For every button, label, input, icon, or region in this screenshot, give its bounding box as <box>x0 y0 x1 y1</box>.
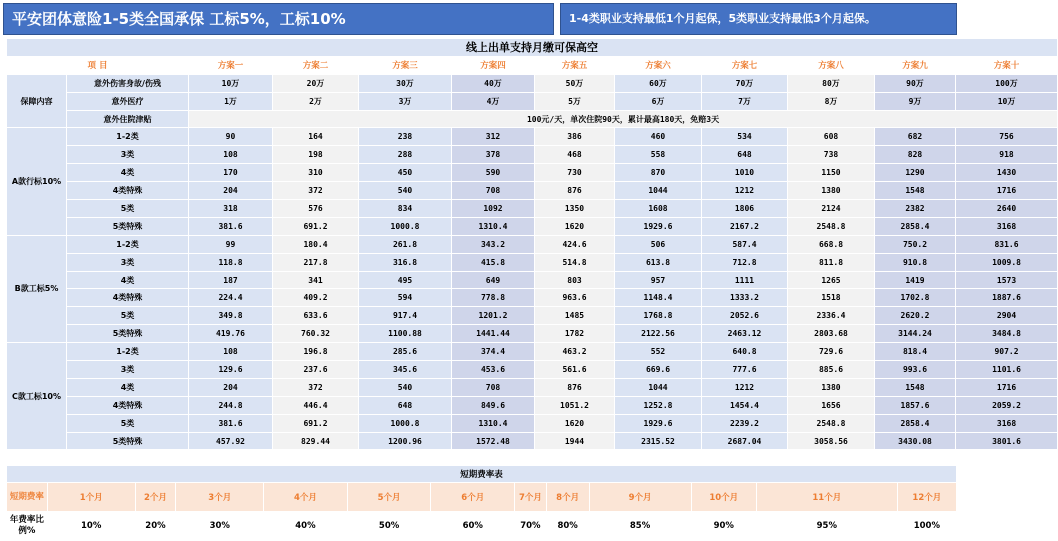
premium-value: 316.8 <box>359 253 452 271</box>
premium-value: 341 <box>273 271 359 289</box>
plan-header: 方案四 <box>452 56 535 74</box>
premium-value: 99 <box>189 235 273 253</box>
premium-value: 244.8 <box>189 396 273 414</box>
premium-value: 1656 <box>788 396 875 414</box>
premium-table <box>6 38 1058 450</box>
short-term-rate-table <box>6 465 957 541</box>
coverage-value: 8万 <box>788 92 875 110</box>
premium-value: 1350 <box>535 200 615 218</box>
short-term-month: 1个月 <box>47 483 135 512</box>
premium-value: 831.6 <box>956 235 1058 253</box>
premium-value: 1857.6 <box>875 396 956 414</box>
premium-value: 1620 <box>535 414 615 432</box>
section-label: C款工标10% <box>7 343 67 450</box>
premium-value: 2122.56 <box>615 325 702 343</box>
premium-row <box>7 253 1058 271</box>
short-term-rate-label: 年费率比例% <box>7 512 48 541</box>
premium-value: 1111 <box>702 271 788 289</box>
short-term-rate: 60% <box>431 512 515 541</box>
premium-value: 196.8 <box>273 343 359 361</box>
premium-value: 993.6 <box>875 361 956 379</box>
hospital-label: 意外住院津贴 <box>67 110 189 128</box>
premium-value: 1310.4 <box>452 414 535 432</box>
premium-value: 514.8 <box>535 253 615 271</box>
short-term-month: 4个月 <box>264 483 348 512</box>
premium-value: 108 <box>189 343 273 361</box>
premium-value: 238 <box>359 128 452 146</box>
premium-value: 608 <box>788 128 875 146</box>
premium-value: 3801.6 <box>956 432 1058 450</box>
premium-value: 834 <box>359 200 452 218</box>
premium-value: 1716 <box>956 182 1058 200</box>
premium-value: 708 <box>452 378 535 396</box>
premium-value: 118.8 <box>189 253 273 271</box>
occupation-class: 5类 <box>67 307 189 325</box>
premium-value: 1485 <box>535 307 615 325</box>
premium-row <box>7 289 1058 307</box>
premium-row <box>7 414 1058 432</box>
premium-value: 1518 <box>788 289 875 307</box>
occupation-class: 5类 <box>67 414 189 432</box>
premium-value: 1572.48 <box>452 432 535 450</box>
plan-header: 方案二 <box>273 56 359 74</box>
coverage-value: 4万 <box>452 92 535 110</box>
premium-value: 457.92 <box>189 432 273 450</box>
premium-value: 708 <box>452 182 535 200</box>
premium-value: 312 <box>452 128 535 146</box>
premium-value: 129.6 <box>189 361 273 379</box>
premium-value: 415.8 <box>452 253 535 271</box>
coverage-row <box>7 74 1058 92</box>
premium-value: 1573 <box>956 271 1058 289</box>
premium-row <box>7 361 1058 379</box>
occupation-class: 3类 <box>67 361 189 379</box>
premium-value: 495 <box>359 271 452 289</box>
short-term-month: 12个月 <box>897 483 956 512</box>
short-term-rate: 80% <box>546 512 589 541</box>
premium-value: 450 <box>359 164 452 182</box>
occupation-class: 5类特殊 <box>67 432 189 450</box>
premium-value: 1548 <box>875 378 956 396</box>
premium-value: 2904 <box>956 307 1058 325</box>
premium-row <box>7 396 1058 414</box>
coverage-value: 30万 <box>359 74 452 92</box>
occupation-class: 5类特殊 <box>67 325 189 343</box>
premium-value: 2167.2 <box>702 217 788 235</box>
premium-value: 2858.4 <box>875 217 956 235</box>
banner-row <box>7 39 1058 57</box>
premium-value: 594 <box>359 289 452 307</box>
coverage-item-label: 意外伤害身故/伤残 <box>67 74 189 92</box>
premium-value: 649 <box>452 271 535 289</box>
premium-value: 1252.8 <box>615 396 702 414</box>
premium-value: 587.4 <box>702 235 788 253</box>
premium-value: 1929.6 <box>615 414 702 432</box>
premium-value: 1548 <box>875 182 956 200</box>
premium-value: 386 <box>535 128 615 146</box>
occupation-class: 3类 <box>67 146 189 164</box>
premium-value: 648 <box>702 146 788 164</box>
premium-value: 378 <box>452 146 535 164</box>
banner-text: 线上出单支持月缴可保高空 <box>7 39 1058 57</box>
premium-value: 1290 <box>875 164 956 182</box>
premium-value: 381.6 <box>189 217 273 235</box>
coverage-value: 90万 <box>875 74 956 92</box>
plan-header: 方案十 <box>956 56 1058 74</box>
premium-value: 318 <box>189 200 273 218</box>
premium-value: 870 <box>615 164 702 182</box>
premium-value: 1716 <box>956 378 1058 396</box>
item-header: 项 目 <box>7 56 189 74</box>
premium-value: 540 <box>359 182 452 200</box>
premium-value: 669.6 <box>615 361 702 379</box>
coverage-value: 70万 <box>702 74 788 92</box>
premium-value: 372 <box>273 182 359 200</box>
coverage-value: 10万 <box>189 74 273 92</box>
coverage-value: 80万 <box>788 74 875 92</box>
premium-value: 446.4 <box>273 396 359 414</box>
premium-value: 1380 <box>788 182 875 200</box>
premium-value: 811.8 <box>788 253 875 271</box>
premium-value: 849.6 <box>452 396 535 414</box>
premium-value: 1265 <box>788 271 875 289</box>
short-term-month: 9个月 <box>589 483 691 512</box>
occupation-class: 4类 <box>67 164 189 182</box>
premium-value: 750.2 <box>875 235 956 253</box>
premium-value: 345.6 <box>359 361 452 379</box>
premium-value: 682 <box>875 128 956 146</box>
premium-value: 691.2 <box>273 217 359 235</box>
premium-value: 372 <box>273 378 359 396</box>
premium-value: 778.8 <box>452 289 535 307</box>
premium-table-body <box>7 39 1058 450</box>
coverage-value: 9万 <box>875 92 956 110</box>
occupation-class: 5类 <box>67 200 189 218</box>
premium-value: 310 <box>273 164 359 182</box>
premium-value: 349.8 <box>189 307 273 325</box>
occupation-class: 4类 <box>67 271 189 289</box>
premium-value: 777.6 <box>702 361 788 379</box>
premium-value: 424.6 <box>535 235 615 253</box>
premium-value: 963.6 <box>535 289 615 307</box>
plan-header: 方案五 <box>535 56 615 74</box>
coverage-item-label: 意外医疗 <box>67 92 189 110</box>
short-term-rate: 40% <box>264 512 348 541</box>
premium-value: 552 <box>615 343 702 361</box>
coverage-value: 7万 <box>702 92 788 110</box>
premium-value: 381.6 <box>189 414 273 432</box>
premium-value: 1608 <box>615 200 702 218</box>
plan-header: 方案七 <box>702 56 788 74</box>
short-term-rate: 85% <box>589 512 691 541</box>
occupation-class: 5类特殊 <box>67 217 189 235</box>
coverage-value: 100万 <box>956 74 1058 92</box>
premium-value: 453.6 <box>452 361 535 379</box>
premium-value: 1150 <box>788 164 875 182</box>
premium-value: 876 <box>535 378 615 396</box>
premium-value: 1702.8 <box>875 289 956 307</box>
premium-value: 1101.6 <box>956 361 1058 379</box>
coverage-value: 50万 <box>535 74 615 92</box>
plan-header: 方案三 <box>359 56 452 74</box>
premium-value: 803 <box>535 271 615 289</box>
premium-value: 910.8 <box>875 253 956 271</box>
premium-value: 2052.6 <box>702 307 788 325</box>
premium-row <box>7 378 1058 396</box>
premium-value: 918 <box>956 146 1058 164</box>
premium-value: 876 <box>535 182 615 200</box>
premium-value: 3430.08 <box>875 432 956 450</box>
plan-header: 方案九 <box>875 56 956 74</box>
premium-value: 756 <box>956 128 1058 146</box>
premium-value: 1148.4 <box>615 289 702 307</box>
premium-value: 829.44 <box>273 432 359 450</box>
occupation-class: 4类 <box>67 378 189 396</box>
premium-value: 2336.4 <box>788 307 875 325</box>
coverage-value: 6万 <box>615 92 702 110</box>
premium-value: 2687.04 <box>702 432 788 450</box>
premium-value: 261.8 <box>359 235 452 253</box>
premium-value: 1430 <box>956 164 1058 182</box>
premium-value: 164 <box>273 128 359 146</box>
premium-value: 90 <box>189 128 273 146</box>
premium-row <box>7 164 1058 182</box>
short-term-rate: 20% <box>135 512 176 541</box>
premium-value: 738 <box>788 146 875 164</box>
premium-row <box>7 271 1058 289</box>
premium-row <box>7 325 1058 343</box>
premium-value: 180.4 <box>273 235 359 253</box>
premium-value: 1092 <box>452 200 535 218</box>
premium-value: 534 <box>702 128 788 146</box>
premium-value: 288 <box>359 146 452 164</box>
premium-value: 1044 <box>615 182 702 200</box>
coverage-value: 20万 <box>273 74 359 92</box>
premium-value: 1419 <box>875 271 956 289</box>
coverage-value: 60万 <box>615 74 702 92</box>
premium-value: 285.6 <box>359 343 452 361</box>
coverage-value: 1万 <box>189 92 273 110</box>
premium-value: 1929.6 <box>615 217 702 235</box>
premium-value: 633.6 <box>273 307 359 325</box>
occupation-class: 4类特殊 <box>67 396 189 414</box>
premium-value: 818.4 <box>875 343 956 361</box>
premium-value: 2382 <box>875 200 956 218</box>
short-term-month: 8个月 <box>546 483 589 512</box>
premium-value: 1620 <box>535 217 615 235</box>
premium-value: 760.32 <box>273 325 359 343</box>
premium-value: 1100.88 <box>359 325 452 343</box>
premium-value: 640.8 <box>702 343 788 361</box>
premium-value: 917.4 <box>359 307 452 325</box>
coverage-value: 10万 <box>956 92 1058 110</box>
premium-value: 691.2 <box>273 414 359 432</box>
short-term-rate-row <box>7 512 957 541</box>
premium-value: 204 <box>189 182 273 200</box>
premium-value: 1441.44 <box>452 325 535 343</box>
premium-row <box>7 182 1058 200</box>
premium-value: 460 <box>615 128 702 146</box>
premium-value: 2803.68 <box>788 325 875 343</box>
premium-value: 558 <box>615 146 702 164</box>
premium-value: 1806 <box>702 200 788 218</box>
premium-value: 463.2 <box>535 343 615 361</box>
premium-value: 1051.2 <box>535 396 615 414</box>
premium-value: 3144.24 <box>875 325 956 343</box>
short-term-rate: 50% <box>347 512 431 541</box>
premium-value: 374.4 <box>452 343 535 361</box>
occupation-class: 4类特殊 <box>67 289 189 307</box>
premium-value: 730 <box>535 164 615 182</box>
premium-value: 3058.56 <box>788 432 875 450</box>
premium-value: 1000.8 <box>359 414 452 432</box>
premium-value: 613.8 <box>615 253 702 271</box>
premium-value: 217.8 <box>273 253 359 271</box>
premium-value: 957 <box>615 271 702 289</box>
premium-value: 108 <box>189 146 273 164</box>
premium-value: 907.2 <box>956 343 1058 361</box>
short-term-month: 5个月 <box>347 483 431 512</box>
short-term-rate: 30% <box>176 512 264 541</box>
short-term-title: 短期费率表 <box>7 466 957 483</box>
premium-value: 2315.52 <box>615 432 702 450</box>
premium-value: 1782 <box>535 325 615 343</box>
premium-value: 828 <box>875 146 956 164</box>
short-term-month: 2个月 <box>135 483 176 512</box>
short-term-month: 6个月 <box>431 483 515 512</box>
premium-value: 237.6 <box>273 361 359 379</box>
premium-value: 419.76 <box>189 325 273 343</box>
premium-value: 2858.4 <box>875 414 956 432</box>
page-title: 平安团体意险1-5类全国承保 工标5%，工标10% <box>3 3 554 35</box>
coverage-value: 5万 <box>535 92 615 110</box>
premium-value: 1201.2 <box>452 307 535 325</box>
short-term-month: 7个月 <box>515 483 547 512</box>
premium-value: 3168 <box>956 414 1058 432</box>
short-term-rate: 90% <box>691 512 756 541</box>
coverage-value: 3万 <box>359 92 452 110</box>
premium-value: 187 <box>189 271 273 289</box>
underwriting-note: 1-4类职业支持最低1个月起保，5类职业支持最低3个月起保。 <box>560 3 957 35</box>
occupation-class: 1-2类 <box>67 128 189 146</box>
short-term-rate: 10% <box>47 512 135 541</box>
premium-value: 729.6 <box>788 343 875 361</box>
premium-row <box>7 307 1058 325</box>
short-term-month-label: 短期费率 <box>7 483 48 512</box>
plan-header: 方案八 <box>788 56 875 74</box>
premium-row <box>7 235 1058 253</box>
short-term-month: 3个月 <box>176 483 264 512</box>
plan-header-row <box>7 56 1058 74</box>
hospital-row <box>7 110 1058 128</box>
coverage-group-label: 保障内容 <box>7 74 67 128</box>
premium-row <box>7 146 1058 164</box>
premium-value: 1944 <box>535 432 615 450</box>
premium-value: 1454.4 <box>702 396 788 414</box>
premium-value: 1768.8 <box>615 307 702 325</box>
premium-value: 170 <box>189 164 273 182</box>
coverage-value: 2万 <box>273 92 359 110</box>
premium-value: 506 <box>615 235 702 253</box>
premium-value: 1380 <box>788 378 875 396</box>
premium-value: 224.4 <box>189 289 273 307</box>
hospital-value: 100元/天，单次住院90天，累计最高180天，免赔3天 <box>189 110 1058 128</box>
premium-value: 1887.6 <box>956 289 1058 307</box>
premium-value: 648 <box>359 396 452 414</box>
premium-value: 1010 <box>702 164 788 182</box>
premium-value: 2059.2 <box>956 396 1058 414</box>
premium-value: 2640 <box>956 200 1058 218</box>
premium-value: 1044 <box>615 378 702 396</box>
premium-value: 1009.8 <box>956 253 1058 271</box>
occupation-class: 1-2类 <box>67 235 189 253</box>
premium-value: 561.6 <box>535 361 615 379</box>
premium-value: 2463.12 <box>702 325 788 343</box>
premium-value: 2239.2 <box>702 414 788 432</box>
premium-value: 409.2 <box>273 289 359 307</box>
premium-value: 2124 <box>788 200 875 218</box>
occupation-class: 1-2类 <box>67 343 189 361</box>
section-label: A款行标10% <box>7 128 67 235</box>
premium-value: 1310.4 <box>452 217 535 235</box>
premium-value: 1200.96 <box>359 432 452 450</box>
premium-value: 590 <box>452 164 535 182</box>
premium-row <box>7 200 1058 218</box>
short-term-rate: 70% <box>515 512 547 541</box>
plan-header: 方案一 <box>189 56 273 74</box>
premium-value: 576 <box>273 200 359 218</box>
premium-row <box>7 432 1058 450</box>
premium-value: 204 <box>189 378 273 396</box>
short-term-month: 10个月 <box>691 483 756 512</box>
short-term-rate: 95% <box>756 512 897 541</box>
premium-value: 2548.8 <box>788 217 875 235</box>
premium-value: 1212 <box>702 378 788 396</box>
premium-row <box>7 128 1058 146</box>
short-term-month-row <box>7 483 957 512</box>
premium-value: 198 <box>273 146 359 164</box>
plan-header: 方案六 <box>615 56 702 74</box>
premium-value: 885.6 <box>788 361 875 379</box>
premium-value: 1000.8 <box>359 217 452 235</box>
short-term-rate: 100% <box>897 512 956 541</box>
coverage-value: 40万 <box>452 74 535 92</box>
premium-value: 668.8 <box>788 235 875 253</box>
premium-value: 3484.8 <box>956 325 1058 343</box>
premium-value: 468 <box>535 146 615 164</box>
premium-value: 712.8 <box>702 253 788 271</box>
premium-row <box>7 343 1058 361</box>
section-label: B款工标5% <box>7 235 67 342</box>
occupation-class: 4类特殊 <box>67 182 189 200</box>
premium-value: 2548.8 <box>788 414 875 432</box>
short-term-month: 11个月 <box>756 483 897 512</box>
premium-value: 540 <box>359 378 452 396</box>
premium-value: 343.2 <box>452 235 535 253</box>
premium-row <box>7 217 1058 235</box>
premium-value: 2620.2 <box>875 307 956 325</box>
premium-value: 3168 <box>956 217 1058 235</box>
premium-value: 1212 <box>702 182 788 200</box>
premium-value: 1333.2 <box>702 289 788 307</box>
coverage-row <box>7 92 1058 110</box>
occupation-class: 3类 <box>67 253 189 271</box>
